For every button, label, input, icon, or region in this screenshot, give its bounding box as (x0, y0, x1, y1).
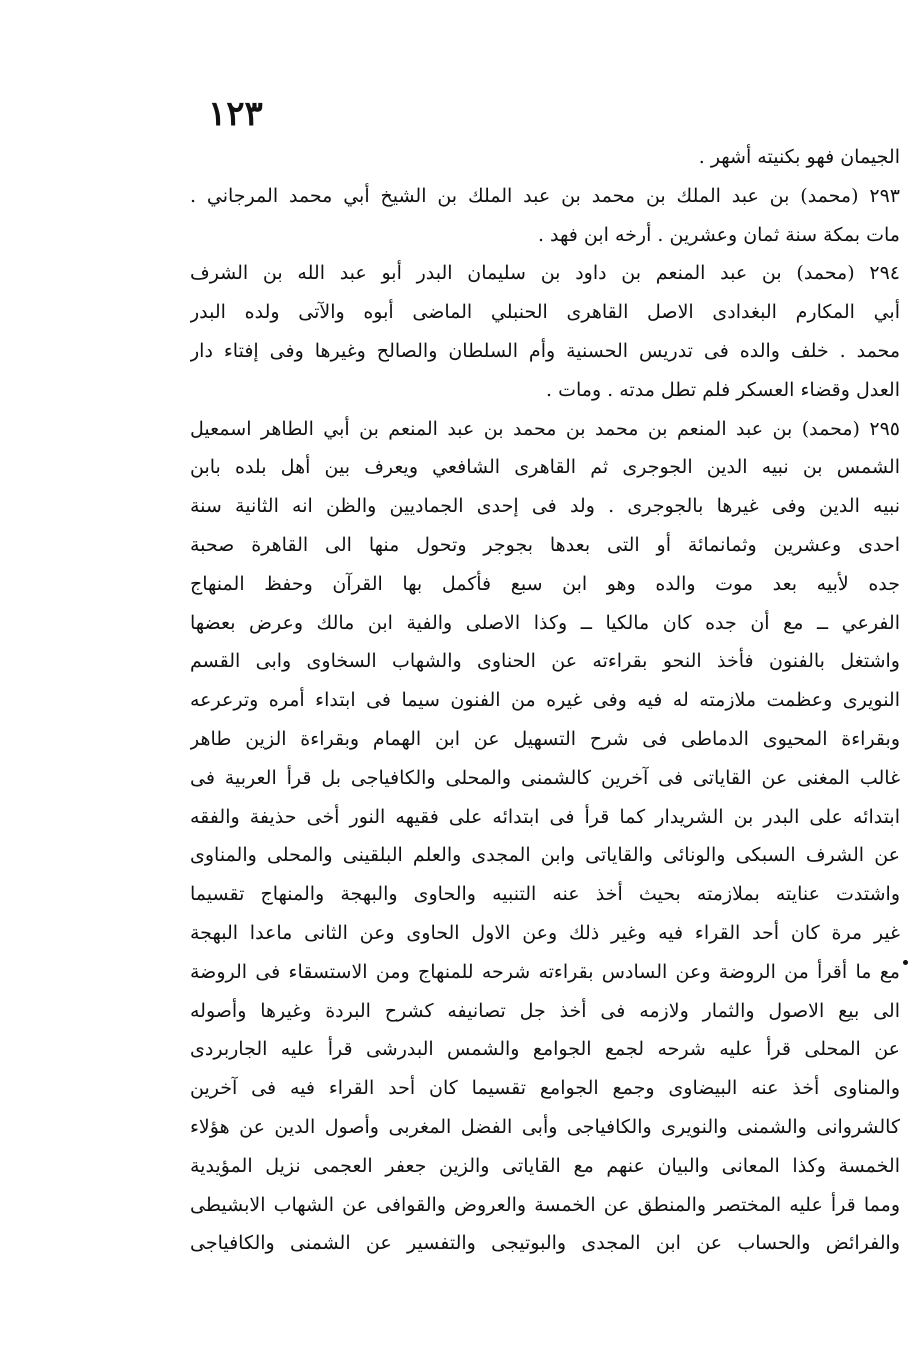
margin-dot (903, 960, 908, 965)
text-line: كالشروانى والشمنى والنويرى والكافياجى وأبى الفضل المغربى وأصول الدين عن هؤلاء (190, 1115, 900, 1138)
text-line: أبي المكارم البغدادى الاصل القاهرى الحنبلي الماضى أبوه والآتى ولده البدر (190, 301, 900, 324)
text-line: احدى وعشرين وثمانمائة أو التى بعدها بجوجر وتحول منها الى القاهرة صحبة (190, 533, 900, 556)
text-line: ٢٩٥ (محمد) بن عبد المنعم بن محمد بن محمد بن عبد المنعم بن أبي الطاهر اسمعيل (190, 417, 900, 440)
text-line: واشتدت عنايته بملازمته بحيث أخذ عنه التنبيه والحاوى والبهجة والمنهاج تقسيما (190, 883, 900, 906)
text-line: الفرعي ــ مع أن جده كان مالكيا ــ وكذا الاصلى والفية ابن مالك وعرض بعضها (190, 611, 900, 634)
text-line: واشتغل بالفنون فأخذ النحو بقراءته عن الحناوى والشهاب السخاوى وابى القسم (190, 650, 900, 673)
text-line: والمناوى أخذ عنه البيضاوى وجمع الجوامع تقسيما كان أحد القراء فيه فى آخرين (190, 1077, 900, 1100)
text-line: الى بيع الاصول والثمار ولازمه فى أخذ جل تصانيفه كشرح البردة وغيرها وأصوله (190, 999, 900, 1022)
text-line: ومما قرأ عليه المختصر والمنطق عن الخمسة والعروض والقوافى عن الشهاب الابشيطى (190, 1193, 900, 1216)
page-number: ١٢٣ (208, 94, 263, 134)
text-line: نبيه الدين وفى غيرها بالجوجرى . ولد فى إحدى الجماديين والظن انه الثانية سنة (190, 495, 900, 518)
text-line: ٢٩٤ (محمد) بن عبد المنعم بن داود بن سليمان البدر أبو عبد الله بن الشرف (190, 262, 900, 285)
text-line: غير مرة كان أحد القراء فيه وغير ذلك وعن الاول الحاوى وعن الثانى ماعدا البهجة (190, 921, 900, 944)
text-line: والفرائض والحساب عن ابن المجدى والبوتيجى والتفسير عن الشمنى والكافياجى (190, 1232, 900, 1255)
text-line: مات بمكة سنة ثمان وعشرين . أرخه ابن فهد . (537, 223, 900, 246)
body-text (190, 138, 900, 1263)
text-line: العدل وقضاء العسكر فلم تطل مدته . ومات . (546, 378, 900, 401)
text-line: الجيمان فهو بكنيته أشهر . (698, 146, 900, 168)
text-line: ٢٩٣ (محمد) بن عبد الملك بن محمد بن عبد الملك بن الشيخ أبي محمد المرجاني . (190, 184, 900, 207)
text-line: عن المحلى قرأ عليه شرحه لجمع الجوامع والشمس البدرشى قرأ عليه الجاربردى (190, 1038, 900, 1061)
text-line: النويرى وعظمت ملازمته له فيه وفى غيره من الفنون سيما فى ابتداء أمره وترعرعه (190, 689, 900, 712)
text-line: الشمس بن نبيه الدين الجوجرى ثم القاهرى الشافعي ويعرف بين أهل بلده بابن (190, 456, 900, 479)
text-line: غالب المغنى عن القاياتى فى آخرين كالشمنى والمحلى والكافياجى بل قرأ العربية فى (190, 766, 900, 789)
text-line: مع ما أقرأ من الروضة وعن السادس بقراءته شرحه للمنهاج ومن الاستسقاء فى الروضة (190, 960, 900, 983)
text-line: جده لأبيه بعد موت والده وهو ابن سبع فأكمل بها القرآن وحفظ المنهاج (190, 572, 900, 595)
text-line: ابتدائه على البدر بن الشريدار كما قرأ فى ابتدائه على فقيهه النور أخى حذيفة والفقه (190, 805, 900, 828)
text-line: الخمسة وكذا المعانى والبيان عنهم مع القاياتى والزين جعفر العجمى نزيل المؤيدية (190, 1154, 900, 1177)
text-line: محمد . خلف والده فى تدريس الحسنية وأم السلطان والصالح وغيرها وفى إفتاء دار (190, 339, 900, 362)
text-line: وبقراءة المحيوى الدماطى فى شرح التسهيل عن ابن الهمام وبقراءة الزين طاهر (190, 727, 900, 750)
text-line: عن الشرف السبكى والونائى والقاياتى وابن المجدى والعلم البلقينى والمحلى والمناوى (190, 844, 900, 867)
